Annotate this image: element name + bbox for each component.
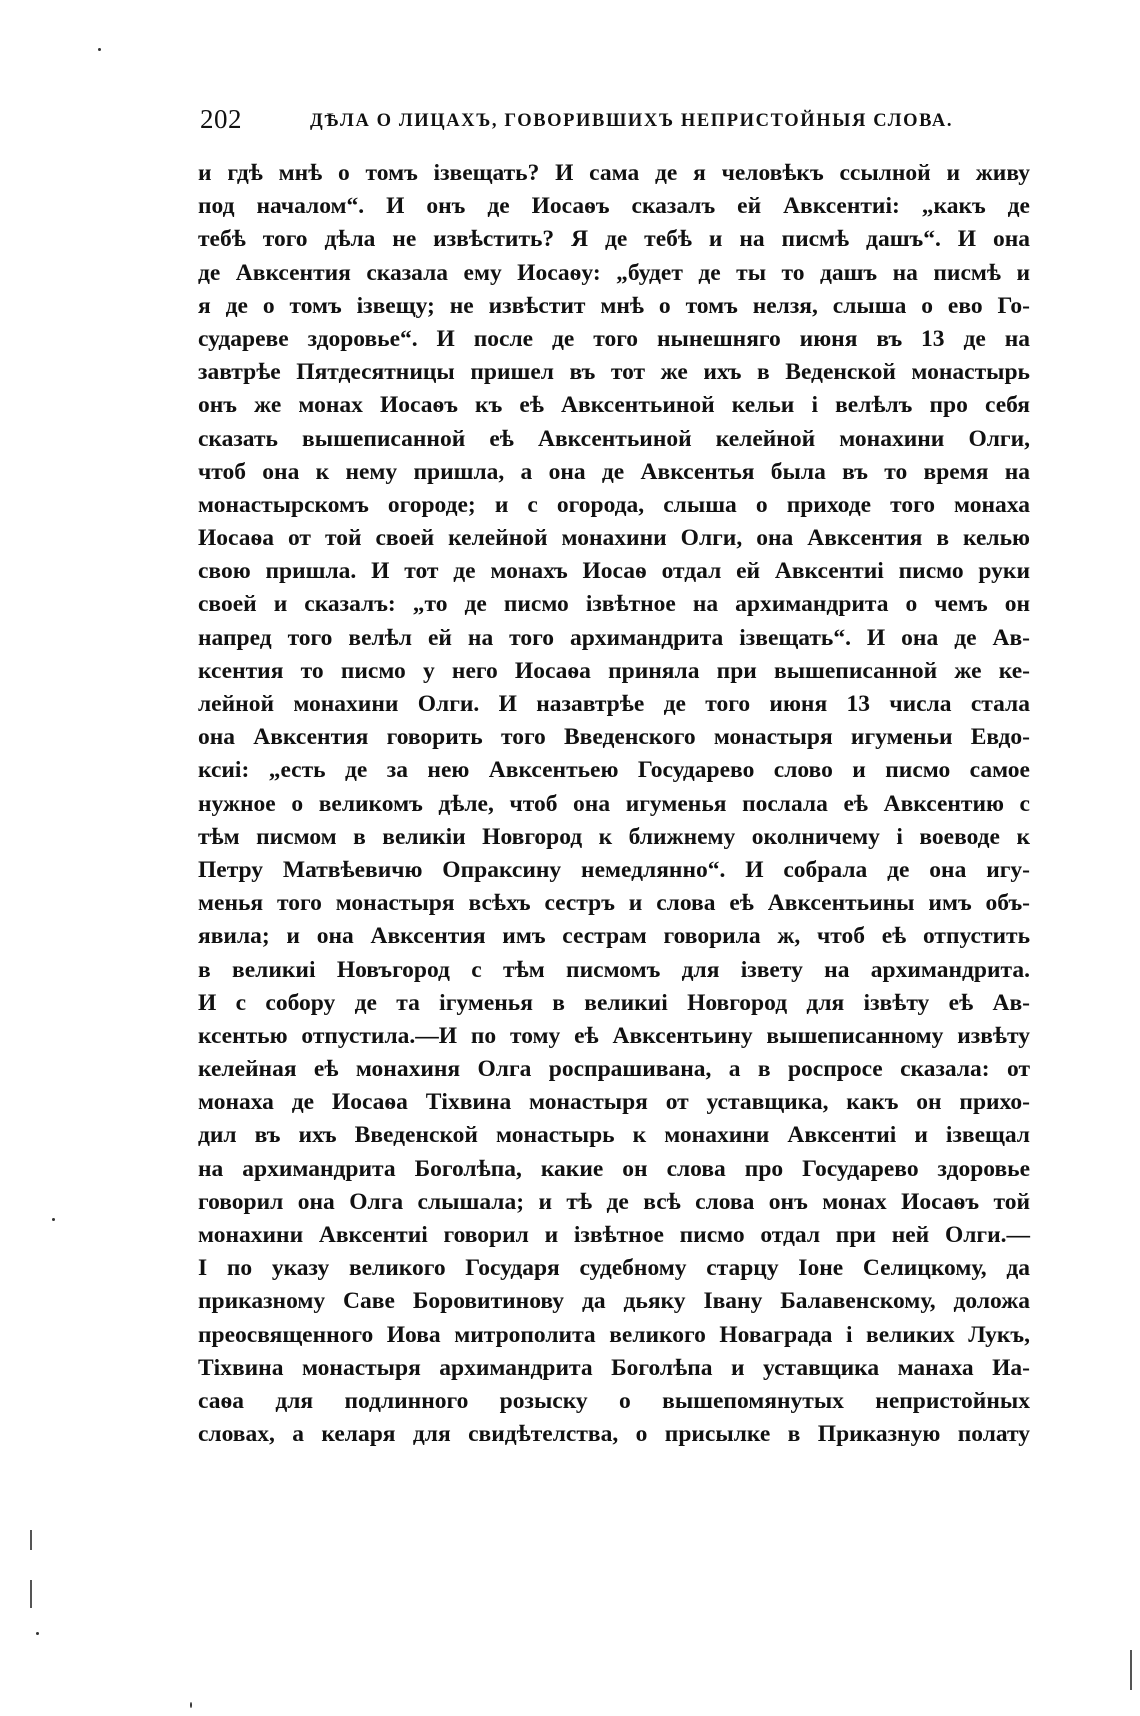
text-line: чтоб она к нему пришла, а она де Авксентья была въ то время на — [198, 458, 1030, 485]
text-line: дил въ ихъ Введенской монастырь к монахини Авксентиі и ізвещал — [198, 1122, 1030, 1149]
running-head: ДѢЛА О ЛИЦАХЪ, ГОВОРИВШИХЪ НЕПРИСТОЙНЫЯ СЛОВА. — [310, 111, 954, 131]
text-line: ксиі: „есть де за нею Авксентьею Государево слово и писмо самое — [198, 757, 1030, 784]
text-line: лейной монахини Олги. И назавтрѣе де того июня 13 числа стала — [198, 691, 1030, 717]
text-line: говорил она Олга слышала; и тѣ де всѣ слова онъ монах Иосаѳъ той — [198, 1188, 1030, 1215]
text-line: тѣм писмом в великіи Новгород к ближнему околничему і воеводе к — [198, 823, 1030, 850]
text-line: и гдѣ мнѣ о томъ ізвещать? И сама де я человѣкъ ссылной и живу — [198, 160, 1030, 186]
text-line: монахини Авксентиі говорил и ізвѣтное писмо отдал при ней Олги.— — [198, 1222, 1030, 1248]
scan-edge-mark — [30, 1580, 32, 1608]
text-line: И с собору де та ігуменья в великиі Новгород для ізвѣту еѣ Ав- — [198, 989, 1030, 1016]
page-header — [200, 104, 1030, 140]
scan-edge-mark — [1130, 1650, 1132, 1690]
text-line: сказать вышеписанной еѣ Авксентьиной келейной монахини Олги, — [198, 425, 1030, 452]
text-line: она Авксентия говорить того Введенского монастыря игуменьи Евдо- — [198, 724, 1030, 751]
text-line: свою пришла. И тот де монахъ Иосаѳ отдал ей Авксентиі писмо руки — [198, 558, 1030, 585]
text-line: под началом“. И онъ де Иосаѳъ сказалъ ей Авксентиі: „какъ де — [198, 193, 1030, 220]
page-number: 202 — [200, 104, 242, 134]
text-line: І по указу великого Государя судебному старцу Іоне Селицкому, да — [198, 1255, 1030, 1282]
text-line: явила; и она Авксентия имъ сестрам говорила ж, чтоб еѣ отпустить — [198, 923, 1030, 950]
text-line: на архимандрита Боголѣпа, какие он слова про Государево здоровье — [198, 1155, 1030, 1182]
text-line: в великиі Новъгород с тѣм писмомъ для ізвету на архимандрита. — [198, 956, 1030, 983]
text-line: де Авксентия сказала ему Иосаѳу: „будет де ты то дашъ на писмѣ и — [198, 259, 1030, 286]
text-line: келейная еѣ монахиня Олга роспрашивана, а в роспросе сказала: от — [198, 1056, 1030, 1083]
body-text — [198, 157, 1030, 1451]
text-line: сударeве здоровье“. И после де того нынешняго июня въ 13 де на — [198, 325, 1030, 352]
text-line: тебѣ того дѣла не извѣстить? Я де тебѣ и на писмѣ дашъ“. И она — [198, 226, 1030, 253]
text-line: Тіхвина монастыря архимандрита Боголѣпа и уставщика манаха Иа- — [198, 1354, 1030, 1381]
text-line: завтрѣе Пятдесятницы пришел въ тот же ихъ в Веденской монастырь — [198, 359, 1030, 386]
text-line: Иосаѳа от той своей келейной монахини Олги, она Авксентия в келью — [198, 525, 1030, 552]
scan-speck — [98, 48, 101, 51]
scan-speck — [36, 1632, 39, 1635]
scan-speck — [52, 1218, 55, 1221]
text-line: монаха де Иосаѳа Тіхвина монастыря от уставщика, какъ он прихо- — [198, 1089, 1030, 1116]
text-line: своей и сказалъ: „то де писмо ізвѣтное на архимандрита о чемъ он — [198, 591, 1030, 618]
text-line: я де о томъ ізвещу; не извѣстит мнѣ о томъ нелзя, слыша о ево Го- — [198, 292, 1030, 319]
text-line: преосвященного Иова митрополита великого Новаграда і великих Лукъ, — [198, 1321, 1030, 1348]
scan-speck — [190, 1702, 192, 1708]
text-line: саѳа для подлинного розыску о вышепомянутых непристойных — [198, 1387, 1030, 1414]
text-line: напред того велѣл ей на того архимандрита ізвещать“. И она де Ав- — [198, 624, 1030, 651]
text-line: приказному Саве Боровитинову да дьяку Івану Балавенскому, доложа — [198, 1288, 1030, 1315]
text-line: ксентия то писмо у него Иосаѳа приняла при вышеписанной же ке- — [198, 657, 1030, 684]
text-line: монастырскомъ огороде; и с огорода, слыша о приходе того монаха — [198, 491, 1030, 518]
text-line: ксентью отпустила.—И по тому еѣ Авксентьину вышеписанному извѣту — [198, 1022, 1030, 1049]
text-line: нужное о великомъ дѣле, чтоб она игуменья послала еѣ Авксентию с — [198, 790, 1030, 817]
text-line: словах, а келаря для свидѣтелства, о присылке в Приказную полату — [198, 1421, 1030, 1448]
text-line: онъ же монах Иосаѳъ къ еѣ Авксентьиной кельи і велѣлъ про себя — [198, 392, 1030, 419]
text-line: менья того монастыря всѣхъ сестръ и слова еѣ Авксентьины имъ объ- — [198, 890, 1030, 917]
scan-edge-mark — [30, 1530, 32, 1550]
text-line: Петру Матвѣевичю Опраксину немедлянно“. И собрала де она игу- — [198, 856, 1030, 883]
